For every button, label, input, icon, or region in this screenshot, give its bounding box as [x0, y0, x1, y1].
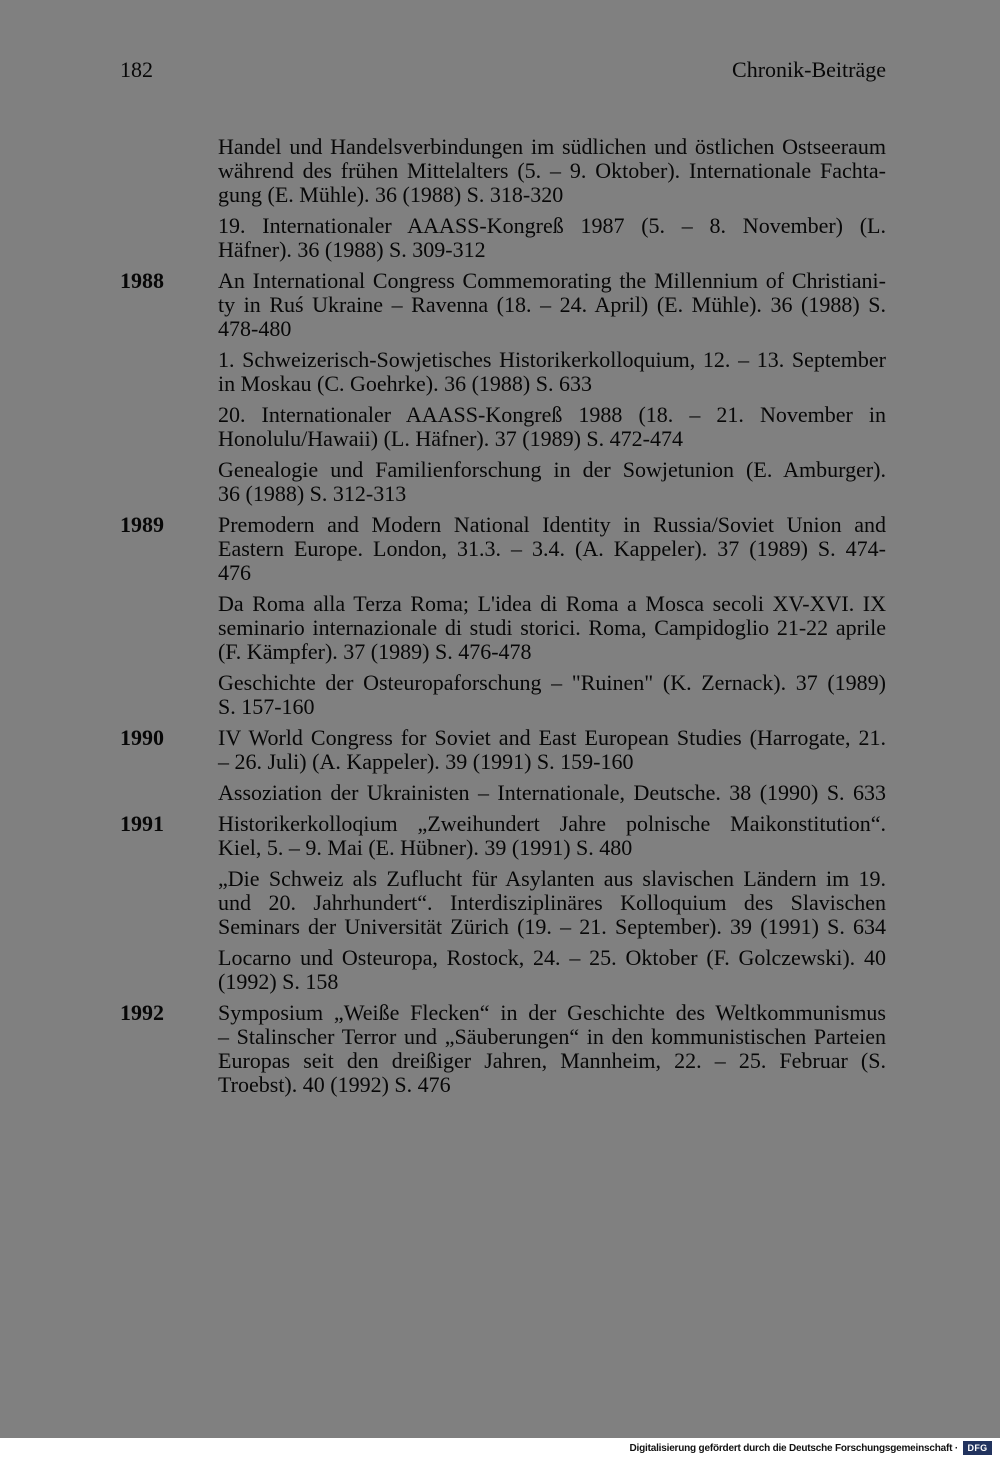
page-number: 182: [120, 57, 153, 82]
chronicle-list: [120, 135, 886, 1097]
entry-line: – Stalinscher Terror und „Säuberungen“ in den kommunistischen Parteien: [218, 1024, 886, 1049]
entry-item: [218, 458, 886, 506]
entry-item: [218, 867, 886, 939]
entry-line: Assoziation der Ukrainisten – Internationale, Deutsche. 38 (1990) S. 633: [218, 780, 886, 805]
entry-line: Eastern Europe. London, 31.3. – 3.4. (A. Kappeler). 37 (1989) S. 474-: [218, 536, 886, 561]
group-items: [218, 269, 886, 506]
entry-line: Locarno und Osteuropa, Rostock, 24. – 25. Oktober (F. Golczewski). 40: [218, 945, 886, 970]
entry-item: [218, 671, 886, 719]
entry-line: während des frühen Mittelalters (5. – 9. Oktober). Internationale Fachta-: [218, 158, 886, 183]
entry-line: seminario internazionale di studi storici. Roma, Campidoglio 21-22 aprile: [218, 615, 886, 640]
chronicle-group: [120, 135, 886, 262]
entry-line: 20. Internationaler AAASS-Kongreß 1988 (18. – 21. November in: [218, 402, 886, 427]
entry-item: [218, 269, 886, 341]
entry-line: „Die Schweiz als Zuflucht für Asylanten aus slavischen Ländern im 19.: [218, 866, 886, 891]
entry-item: [218, 513, 886, 585]
digitization-footer: [0, 1438, 1000, 1459]
entry-line: Honolulu/Hawaii) (L. Häfner). 37 (1989) S. 472-474: [218, 426, 683, 451]
year-label: 1988: [120, 268, 164, 293]
entry-item: [218, 348, 886, 396]
entry-line: und 20. Jahrhundert“. Interdisziplinäres Kolloquium des Slavischen: [218, 890, 886, 915]
entry-line: Kiel, 5. – 9. Mai (E. Hübner). 39 (1991) S. 480: [218, 835, 633, 860]
year-label: 1989: [120, 512, 164, 537]
entry-line: Premodern and Modern National Identity in Russia/Soviet Union and: [218, 512, 886, 537]
running-title: Chronik-Beiträge: [732, 57, 886, 82]
entry-line: Handel und Handelsverbindungen im südlichen und östlichen Ostseeraum: [218, 134, 886, 159]
year-label: 1992: [120, 1000, 164, 1025]
entry-line: 478-480: [218, 316, 292, 341]
entry-line: 19. Internationaler AAASS-Kongreß 1987 (5. – 8. November) (L.: [218, 213, 886, 238]
entry-line: Troebst). 40 (1992) S. 476: [218, 1072, 451, 1097]
entry-item: [218, 592, 886, 664]
entry-item: [218, 403, 886, 451]
chronicle-group: [120, 812, 886, 994]
chronicle-group: [120, 1001, 886, 1097]
entry-line: (F. Kämpfer). 37 (1989) S. 476-478: [218, 639, 532, 664]
entry-item: [218, 812, 886, 860]
entry-line: An International Congress Commemorating the Millennium of Christiani-: [218, 268, 886, 293]
entry-line: S. 157-160: [218, 694, 315, 719]
entry-line: gung (E. Mühle). 36 (1988) S. 318-320: [218, 182, 564, 207]
group-items: [218, 726, 886, 805]
entry-line: Historikerkolloqium „Zweihundert Jahre polnische Maikonstitution“.: [218, 811, 886, 836]
entry-line: Europas seit den dreißiger Jahren, Mannheim, 22. – 25. Februar (S.: [218, 1048, 886, 1073]
entry-line: Genealogie und Familienforschung in der Sowjetunion (E. Amburger).: [218, 457, 886, 482]
chronicle-group: [120, 726, 886, 805]
entry-item: [218, 781, 886, 805]
entry-line: 1. Schweizerisch-Sowjetisches Historikerkolloquium, 12. – 13. September: [218, 347, 886, 372]
entry-item: [218, 135, 886, 207]
group-items: [218, 812, 886, 994]
year-label: 1990: [120, 725, 164, 750]
entry-line: IV World Congress for Soviet and East European Studies (Harrogate, 21.: [218, 725, 886, 750]
entry-line: Häfner). 36 (1988) S. 309-312: [218, 237, 486, 262]
entry-line: in Moskau (C. Goehrke). 36 (1988) S. 633: [218, 371, 592, 396]
entry-item: [218, 946, 886, 994]
group-items: [218, 1001, 886, 1097]
chronicle-group: [120, 513, 886, 719]
entry-line: (1992) S. 158: [218, 969, 339, 994]
page-header: [120, 58, 886, 82]
funding-note: Digitalisierung gefördert durch die Deutsche Forschungsgemeinschaft ·: [629, 1443, 958, 1454]
group-items: [218, 135, 886, 262]
chronicle-group: [120, 269, 886, 506]
group-items: [218, 513, 886, 719]
entry-line: Symposium „Weiße Flecken“ in der Geschichte des Weltkommunismus: [218, 1000, 886, 1025]
entry-line: 476: [218, 560, 251, 585]
entry-item: [218, 1001, 886, 1097]
entry-line: Geschichte der Osteuropaforschung – "Ruinen" (K. Zernack). 37 (1989): [218, 670, 886, 695]
dfg-logo: DFG: [963, 1441, 992, 1455]
entry-line: ty in Ruś Ukraine – Ravenna (18. – 24. April) (E. Mühle). 36 (1988) S.: [218, 292, 886, 317]
year-spacer: [120, 135, 218, 262]
entry-item: [218, 214, 886, 262]
entry-item: [218, 726, 886, 774]
year-label: 1991: [120, 811, 164, 836]
entry-line: 36 (1988) S. 312-313: [218, 481, 407, 506]
entry-line: Da Roma alla Terza Roma; L'idea di Roma a Mosca secoli XV-XVI. IX: [218, 591, 886, 616]
entry-line: Seminars der Universität Zürich (19. – 21. September). 39 (1991) S. 634: [218, 914, 886, 939]
entry-line: – 26. Juli) (A. Kappeler). 39 (1991) S. 159-160: [218, 749, 634, 774]
